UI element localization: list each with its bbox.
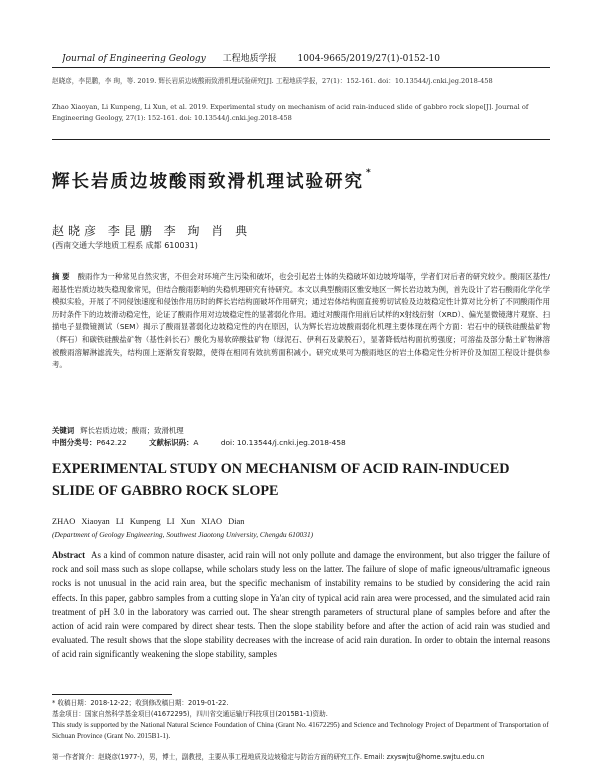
issn-reference: 1004-9665/2019/27(1)-0152-10 <box>297 54 441 64</box>
affiliation-en: (Department of Geology Engineering, Southwest Jiaotong University, Chengdu 610031) <box>52 530 314 539</box>
journal-name-en: Journal of Engineering Geology <box>62 54 206 64</box>
authors-cn: 赵晓彦 李昆鹏 李 珣 肖 典 <box>52 224 252 238</box>
abstract-en-text: As a kind of common nature disaster, acid rain will not only pollute and damage the environment, but also trigger the failure of rock and soil mass such as slope collapse, while scholars study less on the latter. The failure of slope of mafic igneous/ultramafic igneous rocks is not unusual in the acid rain area, but the specific mechanism of instability remains to be studied by considering the acid rain effects. In this paper, gabbro samples from a cutting slope in Ya'an city of typical acid rain area were processed, and the simulated acid rain treatment of pH 3.0 in the laboratory was carried out. The shear strength parameters of structural plane of samples before and after the action of acid rain were compared by direct shear tests. Then the slope stability before and after the action of acid rain was studied and evaluated. The result shows that the slope stability decreases with the increase of acid rain duration. In order to obtain the internal reasons of acid rain significantly weakening the slope stability, samples <box>52 550 550 660</box>
paper-title-cn <box>52 168 550 193</box>
journal-name-cn: 工程地质学报 <box>222 54 277 64</box>
doi-value: doi: 10.13544/j.cnki.jeg.2018-458 <box>220 438 346 447</box>
clc-label: 中图分类号： <box>52 438 97 447</box>
doc-code-value: A <box>193 438 199 447</box>
footnote-rule <box>52 694 172 695</box>
clc-value: P642.22 <box>96 438 127 447</box>
abstract-cn <box>52 271 550 372</box>
keywords-cn-label: 关键词 <box>52 426 75 435</box>
citation-cn: 赵晓彦，李昆鹏，李 珣，等. 2019. 辉长岩质边坡酸雨致滑机理试验研究[J]. 工程地质学报，27(1)：152-161. doi：10.13544/j.cnki.jeg.2018-458 <box>52 77 493 85</box>
authors-en: ZHAO Xiaoyan LI Kunpeng LI Xun XIAO Dian <box>52 517 245 526</box>
footnote-received: * 收稿日期：2018-12-22；收到修改稿日期：2019-01-22. <box>52 699 229 707</box>
keywords-cn <box>52 425 184 436</box>
abstract-en <box>52 548 550 662</box>
header-rule <box>52 67 550 68</box>
footnote-first-author: 第一作者简介：赵晓彦(1977-)，男，博士，副教授，主要从事工程地质及边坡稳定与防治方面的研究工作. Email: zxyswjtu@home.swjtu.edu.cn <box>52 753 485 761</box>
journal-header <box>62 51 540 64</box>
footnote-fund-cn: 基金项目：国家自然科学基金项目(41672295)，四川省交通运输厅科技项目(2015B1-1)资助. <box>52 710 328 718</box>
abstract-cn-label: 摘 要 <box>52 272 70 281</box>
footnote-fund-en: This study is supported by the National Natural Science Foundation of China (Grant No. 41672295) and Science and Technology Project of Department of Transportation of Sichuan Province (Grant No. 2015B1-1). <box>52 721 549 740</box>
title-footnote-mark: * <box>366 168 373 178</box>
abstract-cn-text: 酸雨作为一种常见自然灾害，不但会对环境产生污染和破坏，也会引起岩土体的失稳破坏如边坡垮塌等，学者们对后者的研究较少。酸雨区基性/超基性岩质边坡失稳现象常见，但结合酸雨影响的失稳机理研究有待研究。本文以典型酸雨区雅安地区一辉长岩边坡为例，首先设计了岩石酸雨化学化学模拟实验，开展了不同侵蚀速度和侵蚀作用历时的辉长岩结构面破坏作用研究；通过岩体结构面直接剪切试验及边坡稳定性计算对比分析了不同酸雨作用历时条件下的边坡滑动稳定性，论证了酸雨作用对边坡稳定性的显著弱化作用。通过对酸雨作用前后试样的X射线衍射（XRD）、偏光显微镜薄片观察、扫描电子显微镜测试（SEM）揭示了酸雨显著弱化边坡稳定性的内在原因，认为辉长岩边坡酸雨弱化机理主要体现在两个方面：岩石中的镁铁硅酸盐矿物（辉石）和碳铁硅酸盐矿物（基性斜长石）酸化为易软碎酸盐矿物（绿泥石、伊利石及蒙脱石），显著降低结构面抗剪强度；可溶盐及部分黏土矿物淋溶被酸雨溶解淋滤流失，结构面上逐渐发育裂隙，使得在相同有效抗剪面积减小。研究成果可为酸雨地区的岩土体稳定性分析评价及加固工程设计提供参考。 <box>52 272 550 370</box>
classification-line <box>52 437 346 448</box>
paper-title-en: EXPERIMENTAL STUDY ON MECHANISM OF ACID RAIN-INDUCED SLIDE OF GABBRO ROCK SLOPE <box>52 461 510 499</box>
paper-title-cn-text: 辉长岩质边坡酸雨致滑机理试验研究 <box>52 172 364 192</box>
footnote-fund-en-wrap <box>52 720 550 741</box>
citation-rule <box>52 139 550 140</box>
doc-code-label: 文献标识码： <box>149 438 194 447</box>
keywords-cn-text: 辉长岩质边坡；酸雨；致滑机理 <box>80 426 184 435</box>
citation-en: Zhao Xiaoyan, Li Kunpeng, Li Xun, et al. 2019. Experimental study on mechanism of acid rain-induced slide of gabbro rock slope[J]. Journal of Engineering Geology, 27(1): 152-161. doi: 10.13544/j.cnki.jeg.2018-458 <box>52 103 529 122</box>
affiliation-cn: (西南交通大学地质工程系 成都 610031) <box>52 241 198 250</box>
abstract-en-label: Abstract <box>52 550 86 560</box>
